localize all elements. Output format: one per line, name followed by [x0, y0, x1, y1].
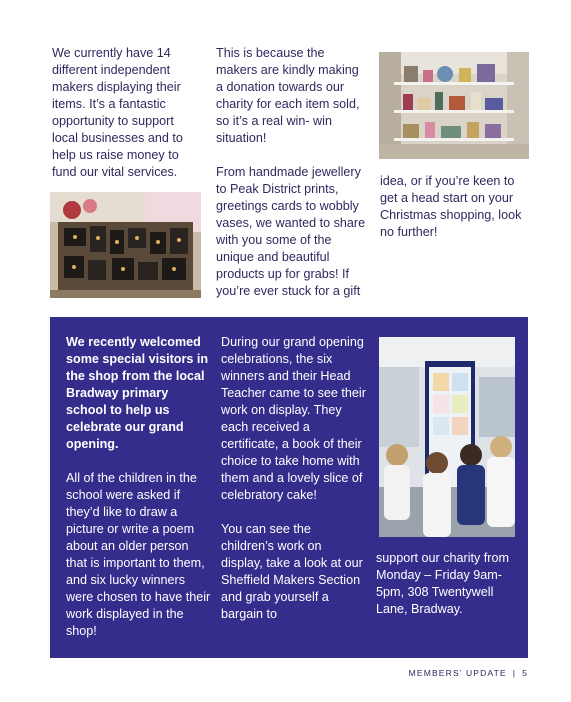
- celebrations-paragraph: During our grand opening celebrations, the six winners and their Head Teacher came to see their work on display. They each received a certificate, a book of their choice to take home with them and a lovely slice of celebratory cake!: [221, 335, 366, 502]
- donation-paragraph: This is because the makers are kindly making a donation towards our charity for each item sold, so it’s a real win- win situation!: [216, 46, 360, 145]
- visit-paragraph: You can see the children’s work on display, take a look at our Sheffield Makers Section and grab yourself a bargain to: [221, 522, 363, 621]
- shop-shelves-photo: [379, 52, 529, 159]
- children-paragraph: All of the children in the school were asked if they’d like to draw a picture or write a poem about an older person that is important to them, and six lucky winners were chosen to have their work displayed in the shop!: [66, 471, 211, 638]
- opening-hours-paragraph: support our charity from Monday – Friday 9am-5pm, 308 Twentywell Lane, Bradway.: [376, 551, 509, 616]
- jewellery-display-photo: [50, 192, 201, 298]
- panel-column-2: [221, 334, 366, 623]
- children-visit-photo: [379, 337, 515, 537]
- intro-column-1: [52, 45, 192, 181]
- panel-column-3: [376, 550, 526, 618]
- products-paragraph: From handmade jewellery to Peak District prints, greetings cards to wobbly vases, we wanted to share with you some of the unique and beautiful products up for grabs! If you’re ever stuck for a gift: [216, 165, 366, 298]
- intro-column-3: [380, 173, 530, 241]
- footer-section-name: MEMBERS’ UPDATE: [408, 668, 507, 678]
- footer-separator: |: [512, 668, 517, 678]
- school-visit-panel: [50, 317, 528, 658]
- page-number: 5: [522, 668, 528, 678]
- panel-column-1: [66, 334, 211, 640]
- intro-column-2: [216, 45, 368, 300]
- intro-paragraph: We currently have 14 different independent makers displaying their items. It’s a fantastic opportunity to support local businesses and to help us raise money to fund our vital services.: [52, 46, 183, 179]
- panel-intro-bold: We recently welcomed some special visitors in the shop from the local Bradway primary school to help us celebrate our grand opening.: [66, 335, 209, 451]
- christmas-paragraph: idea, or if you’re keen to get a head start on your Christmas shopping, look no further!: [380, 174, 522, 239]
- page-footer: [409, 668, 528, 678]
